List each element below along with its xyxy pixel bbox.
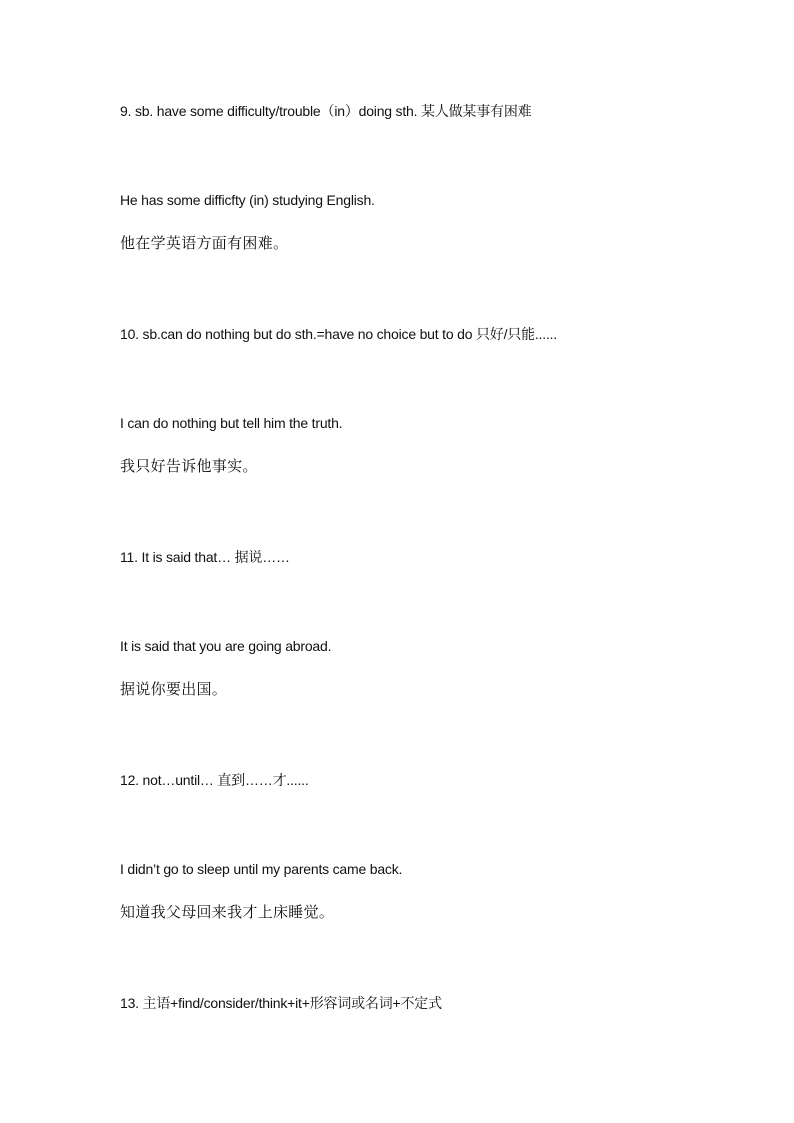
phrase-heading-9: 9. sb. have some difficulty/trouble（in）doing sth. 某人做某事有困难	[120, 103, 532, 119]
example-cn-12: 知道我父母回来我才上床睡觉。	[120, 904, 335, 921]
phrase-heading-12: 12. not…until… 直到……才......	[120, 772, 309, 788]
phrase-heading-11: 11. It is said that… 据说……	[120, 549, 290, 565]
example-en-12: I didn’t go to sleep until my parents came back.	[120, 861, 403, 877]
example-cn-11: 据说你要出国。	[120, 681, 228, 698]
example-en-10: I can do nothing but tell him the truth.	[120, 415, 343, 431]
phrase-heading-10: 10. sb.can do nothing but do sth.=have no choice but to do 只好/只能......	[120, 326, 558, 342]
example-en-9: He has some difficfty (in) studying English.	[120, 192, 375, 208]
example-cn-9: 他在学英语方面有困难。	[120, 235, 289, 252]
example-cn-10: 我只好告诉他事实。	[120, 458, 258, 475]
example-en-11: It is said that you are going abroad.	[120, 638, 332, 654]
phrase-heading-13: 13. 主语+find/consider/think+it+形容词或名词+不定式	[120, 995, 442, 1011]
